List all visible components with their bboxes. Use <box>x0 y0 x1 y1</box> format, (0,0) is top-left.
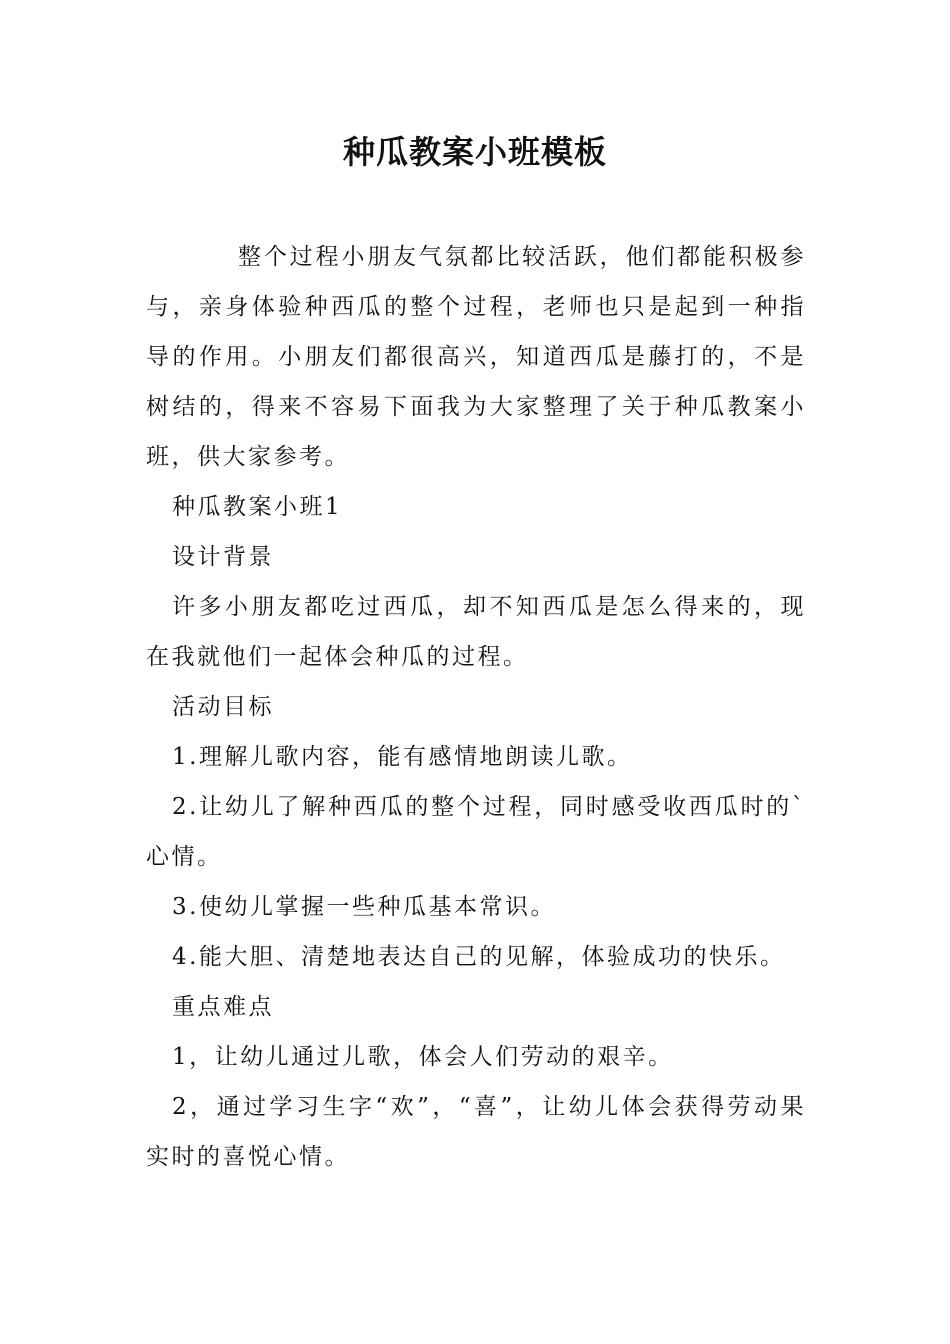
key-point-item: 2，通过学习生字“欢”，“喜”，让幼儿体会获得劳动果实时的喜悦心情。 <box>146 1094 806 1170</box>
goal-item: 1.理解儿歌内容，能有感情地朗读儿歌。 <box>172 744 633 770</box>
section-title: 种瓜教案小班1 <box>172 494 343 520</box>
goal-item: 3.使幼儿掌握一些种瓜基本常识。 <box>172 894 556 920</box>
key-points-heading: 重点难点 <box>172 994 274 1020</box>
document-title: 种瓜教案小班模板 <box>342 133 607 171</box>
intro-paragraph: 整个过程小朋友气氛都比较活跃，他们都能积极参与，亲身体验种西瓜的整个过程，老师也只是起到一种指导的作用。小朋友们都很高兴，知道西瓜是藤打的，不是树结的，得来不容易下面我为大家整理了关于种瓜教案小班，供大家参考。 <box>146 244 806 470</box>
document-body <box>146 232 806 1182</box>
key-point-item: 1，让幼儿通过儿歌，体会人们劳动的艰辛。 <box>172 1044 674 1070</box>
design-background-text: 许多小朋友都吃过西瓜，却不知西瓜是怎么得来的，现在我就他们一起体会种瓜的过程。 <box>146 594 806 670</box>
goal-item: 4.能大胆、清楚地表达自己的见解，体验成功的快乐。 <box>172 944 786 970</box>
goals-heading: 活动目标 <box>172 694 274 720</box>
design-background-heading: 设计背景 <box>172 544 274 570</box>
goal-item: 2.让幼儿了解种西瓜的整个过程，同时感受收西瓜时的`心情。 <box>146 794 806 870</box>
